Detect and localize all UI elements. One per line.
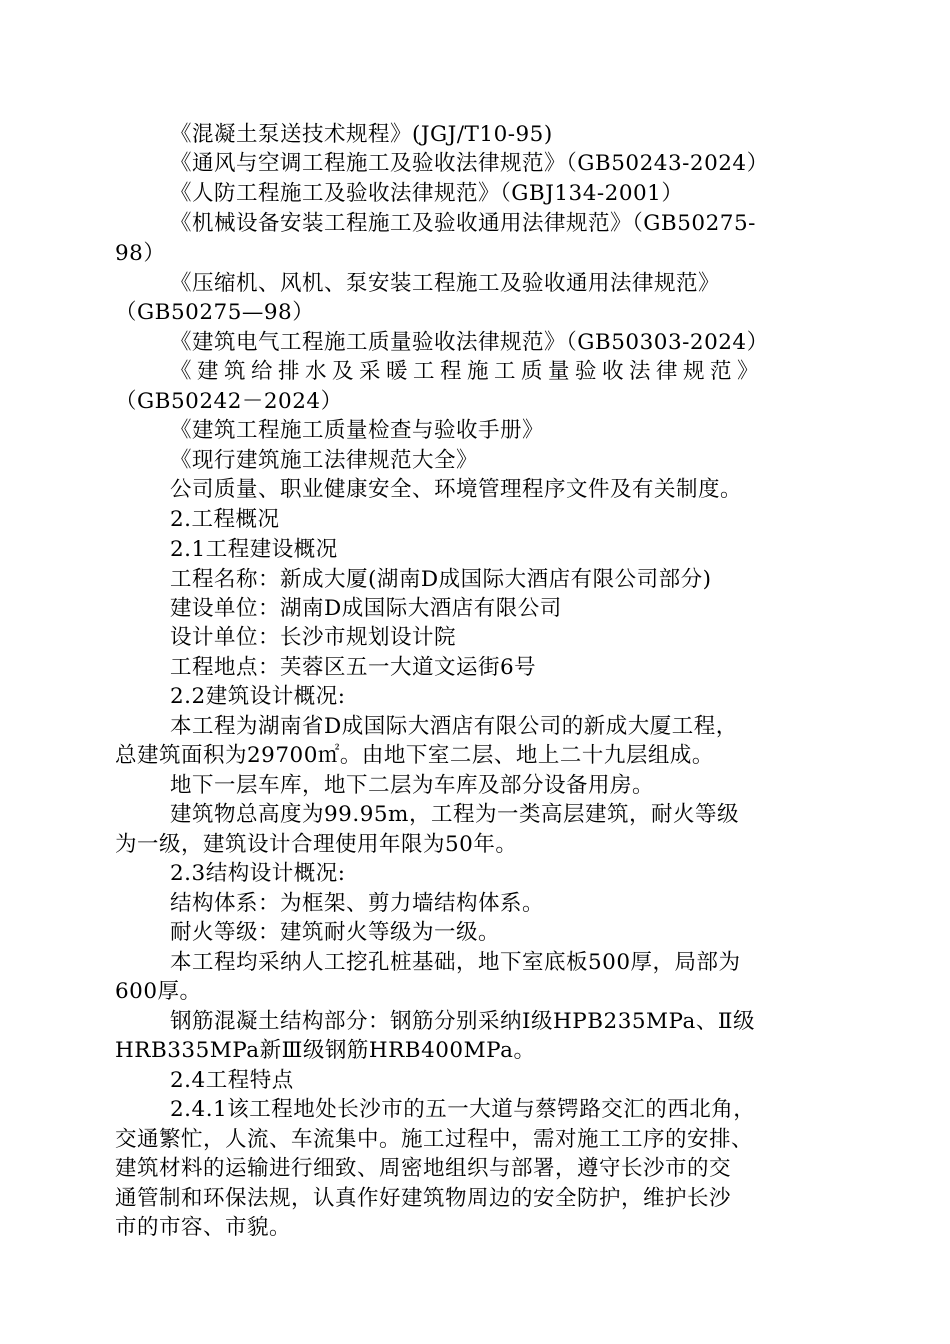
- text-line: HRB335MPa新Ⅲ级钢筋HRB400MPa。: [115, 1038, 536, 1063]
- text-line: 耐火等级：建筑耐火等级为一级。: [170, 920, 501, 945]
- text-line: 《人防工程施工及验收法律规范》（GBJ134-2001）: [170, 181, 684, 206]
- text-line: 钢筋混凝土结构部分：钢筋分别采纳Ⅰ级HPB235MPa、Ⅱ级: [170, 1009, 755, 1034]
- text-line: （GB50242－2024）: [115, 389, 343, 414]
- text-line: 建筑材料的运输进行细致、周密地组织与部署，遵守长沙市的交: [115, 1156, 732, 1181]
- text-line: 《建筑电气工程施工质量验收法律规范》（GB50303-2024）: [170, 330, 769, 355]
- subsection-heading: 2.4工程特点: [170, 1068, 294, 1093]
- text-line: 《建筑给排水及采暖工程施工质量验收法律规范》: [170, 359, 765, 384]
- text-line: 交通繁忙，人流、车流集中。施工过程中，需对施工工序的安排、: [115, 1127, 754, 1152]
- text-line: 《建筑工程施工质量检查与验收手册》: [170, 418, 545, 443]
- text-line: 2.4.1该工程地处长沙市的五一大道与蔡锷路交汇的西北角，: [170, 1097, 756, 1122]
- text-line: 《通风与空调工程施工及验收法律规范》（GB50243-2024）: [170, 151, 769, 176]
- text-line: 地下一层车库，地下二层为车库及部分设备用房。: [170, 773, 655, 798]
- text-line: 本工程均采纳人工挖孔桩基础，地下室底板500厚，局部为: [170, 950, 741, 975]
- text-line: 工程地点：芙蓉区五一大道文运街6号: [170, 655, 537, 680]
- subsection-heading: 2.1工程建设概况: [170, 537, 338, 562]
- text-line: 市的市容、市貌。: [115, 1215, 292, 1240]
- text-line: 建设单位：湖南D成国际大酒店有限公司: [170, 596, 562, 621]
- text-line: 600厚。: [115, 979, 202, 1004]
- text-line: 设计单位：长沙市规划设计院: [170, 625, 457, 650]
- text-line: 通管制和环保法规，认真作好建筑物周边的安全防护，维护长沙: [115, 1186, 732, 1211]
- text-line: 《机械设备安装工程施工及验收通用法律规范》（GB50275-: [170, 211, 756, 236]
- text-line: 98）: [115, 241, 166, 266]
- text-line: 工程名称：新成大厦(湖南D成国际大酒店有限公司部分): [170, 567, 712, 592]
- text-line: （GB50275—98）: [115, 300, 315, 325]
- subsection-heading: 2.3结构设计概况:: [170, 861, 346, 886]
- text-line: 总建筑面积为29700㎡。由地下室二层、地上二十九层组成。: [115, 743, 714, 768]
- section-heading: 2.工程概况: [170, 507, 280, 532]
- text-line: 为一级，建筑设计合理使用年限为50年。: [115, 832, 518, 857]
- text-line: 《现行建筑施工法律规范大全》: [170, 448, 479, 473]
- text-line: 本工程为湖南省D成国际大酒店有限公司的新成大厦工程，: [170, 714, 738, 739]
- text-line: 结构体系：为框架、剪力墙结构体系。: [170, 891, 545, 916]
- text-line: 建筑物总高度为99.95m，工程为一类高层建筑，耐火等级: [170, 802, 739, 827]
- subsection-heading: 2.2建筑设计概况:: [170, 684, 346, 709]
- text-line: 公司质量、职业健康安全、环境管理程序文件及有关制度。: [170, 477, 743, 502]
- text-line: 《压缩机、风机、泵安装工程施工及验收通用法律规范》: [170, 271, 721, 296]
- text-line: 《混凝土泵送技术规程》(JGJ/T10-95): [170, 122, 553, 147]
